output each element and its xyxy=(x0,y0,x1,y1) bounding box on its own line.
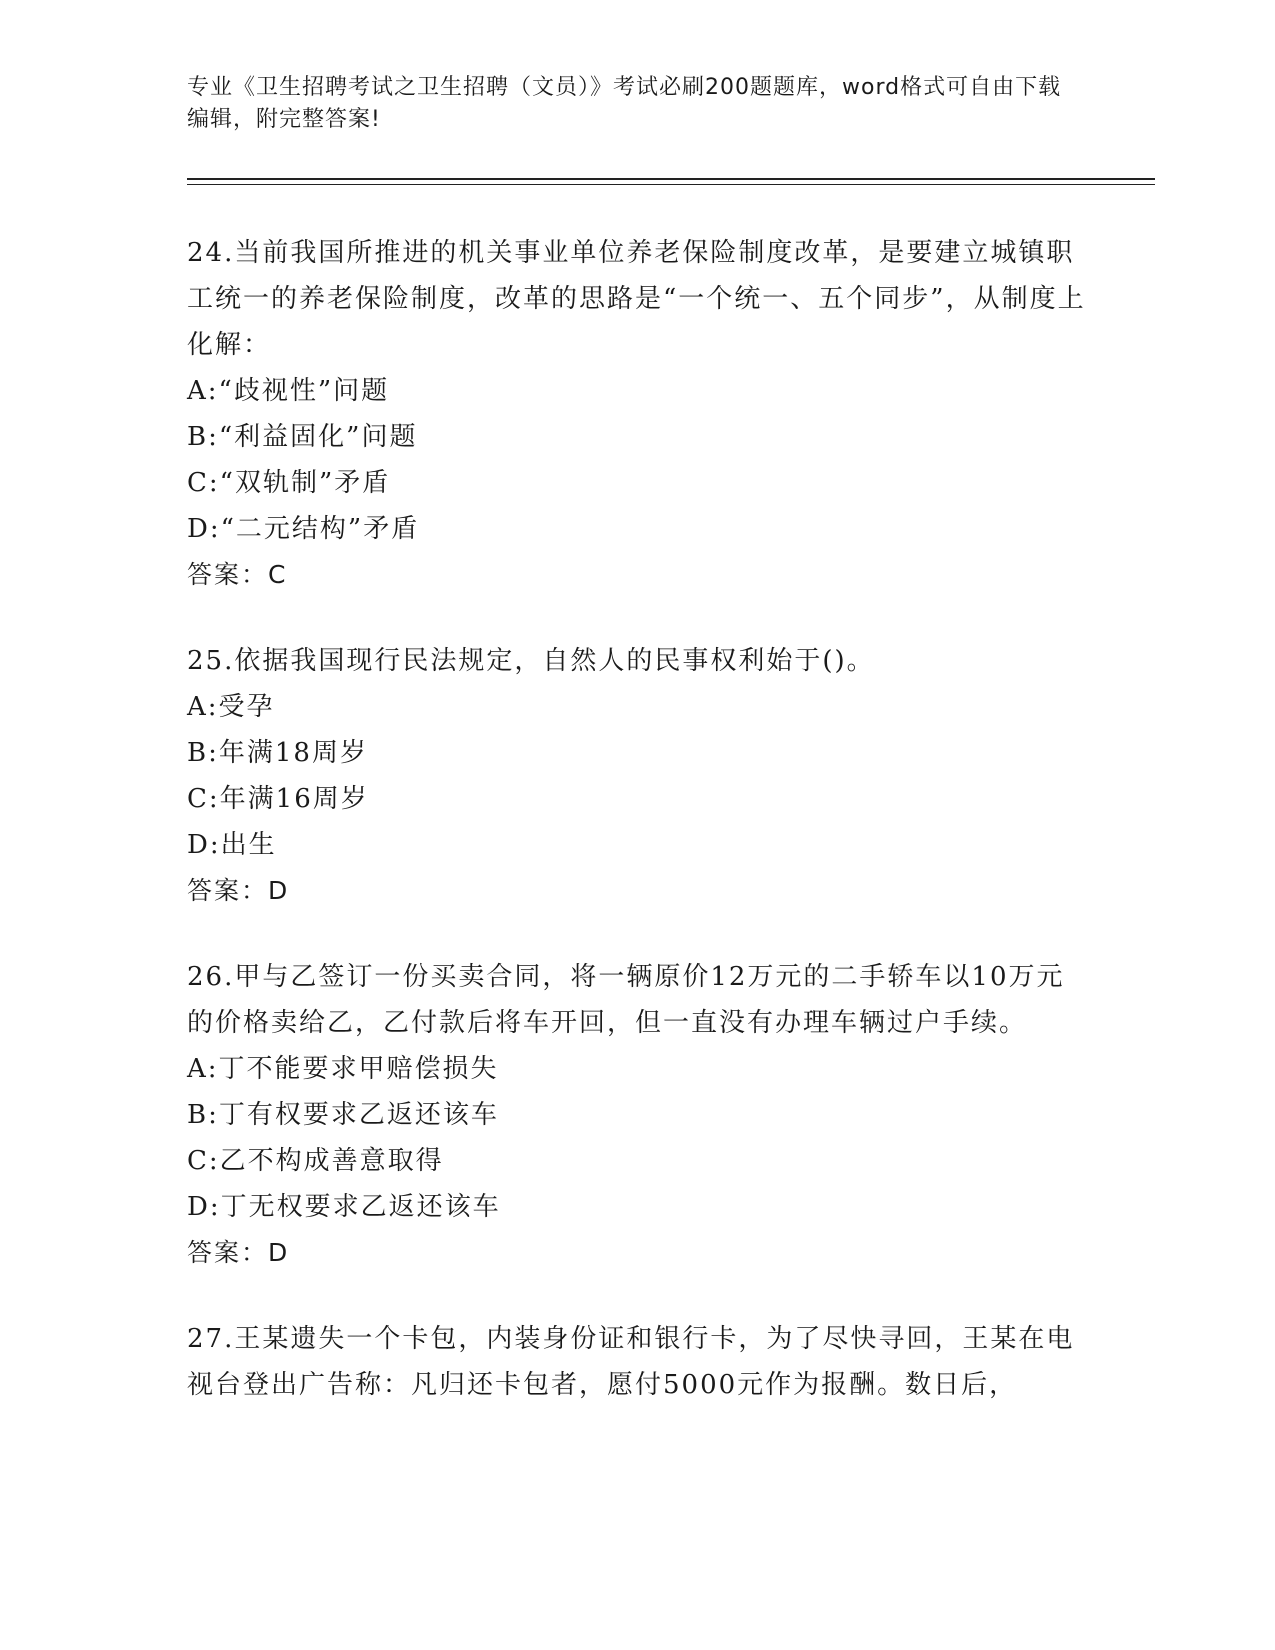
question-27 xyxy=(187,1316,1087,1408)
document-header: 专业《卫生招聘考试之卫生招聘（文员）》考试必刷200题题库，word格式可自由下载编辑，附完整答案! xyxy=(187,75,1062,132)
option-a: A:受孕 xyxy=(187,692,275,722)
option-c: C:乙不构成善意取得 xyxy=(187,1146,444,1176)
option-d: D:出生 xyxy=(187,830,277,860)
question-stem: 27.王某遗失一个卡包，内装身份证和银行卡，为了尽快寻回，王某在电视台登出广告称：凡归还卡包者，愿付5000元作为报酬。数日后， xyxy=(187,1324,1075,1400)
question-25 xyxy=(187,638,1087,914)
answer: 答案：C xyxy=(187,560,288,589)
option-c: C:“双轨制”矛盾 xyxy=(187,468,391,498)
option-a: A:丁不能要求甲赔偿损失 xyxy=(187,1054,499,1084)
header-rule-thick xyxy=(187,178,1155,180)
answer: 答案：D xyxy=(187,1238,290,1267)
option-c: C:年满16周岁 xyxy=(187,784,369,814)
option-d: D:丁无权要求乙返还该车 xyxy=(187,1192,501,1222)
header-rule-thin xyxy=(187,184,1155,185)
option-d: D:“二元结构”矛盾 xyxy=(187,514,420,544)
answer: 答案：D xyxy=(187,876,290,905)
question-26 xyxy=(187,954,1087,1276)
option-a: A:“歧视性”问题 xyxy=(187,376,390,406)
question-stem: 25.依据我国现行民法规定，自然人的民事权利始于()。 xyxy=(187,646,875,676)
question-stem: 26.甲与乙签订一份买卖合同，将一辆原价12万元的二手轿车以10万元的价格卖给乙，乙付款后将车开回，但一直没有办理车辆过户手续。 xyxy=(187,962,1065,1038)
question-24 xyxy=(187,230,1087,598)
option-b: B:“利益固化”问题 xyxy=(187,422,418,452)
question-list xyxy=(187,230,1087,1448)
option-b: B:年满18周岁 xyxy=(187,738,368,768)
option-b: B:丁有权要求乙返还该车 xyxy=(187,1100,499,1130)
question-stem: 24.当前我国所推进的机关事业单位养老保险制度改革，是要建立城镇职工统一的养老保险制度，改革的思路是“一个统一、五个同步”，从制度上化解： xyxy=(187,238,1086,360)
